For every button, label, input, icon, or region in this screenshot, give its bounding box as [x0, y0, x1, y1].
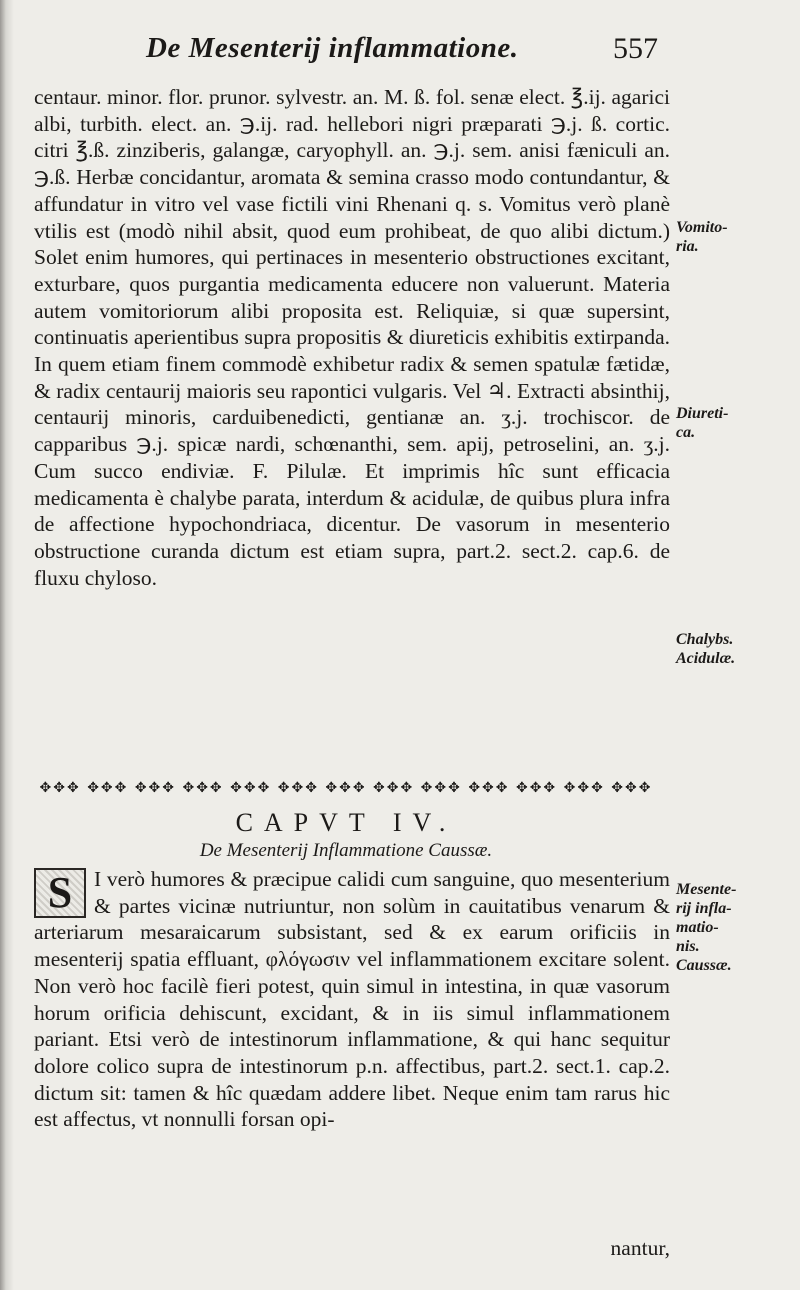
margin-note-line: nis. [676, 938, 700, 955]
margin-note-diuretica [676, 404, 786, 442]
chapter-title: CAPVT IV. [235, 808, 457, 837]
chapter-text-block [34, 866, 670, 1133]
margin-note-line: matio- [676, 919, 719, 936]
margin-note-line: ca. [676, 424, 696, 441]
margin-note-line: Acidulæ. [676, 650, 736, 667]
margin-note-line: rij infla- [676, 900, 732, 917]
page-number: 557 [613, 32, 658, 65]
running-title: De Mesenterij inflammatione. [146, 32, 519, 64]
margin-note-line: ria. [676, 238, 699, 255]
margin-note-chalybs [676, 630, 786, 668]
dropcap-initial: S [34, 868, 86, 918]
main-paragraph: centaur. minor. flor. prunor. sylvestr. an. M. ß. fol. senæ elect. ℥.ij. agarici albi, turbith. elect. an. ℈.ij. rad. hellebori nigri præparati ℈.j. ß. cortic. citri ℥.ß. zinziberis, galangæ, caryophyll. an. ℈.j. sem. anisi fæniculi an. ℈.ß. Herbæ concidantur, aromata & semina crasso modo contundantur, & affundatur in vitro vel vase fictili vini Rhenani q. s. Vomitus verò planè vtilis est (modò nihil absit, quod eum prohibeat, de quo alibi dictum.) Solet enim humores, qui pertinaces in mesenterio obstructiones excitant, exturbare, quos purgantia medicamenta educere non valuerunt. Materia autem vomitoriorum alibi proposita est. Reliquiæ, si quæ supersint, continuatis aperientibus supra propositis & diureticis exhibitis extirpanda. In quem etiam finem commodè exhibetur radix & semen spatulæ fætidæ, & radix centaurij maioris seu rapontici vulgaris. Vel ♃. Extracti absinthij, centaurij minoris, carduibenedicti, gentianæ an. ʒ.j. trochiscor. de capparibus ℈.j. spicæ nardi, schœnanthi, sem. apij, petroselini, an. ʒ.j. Cum succo endiviæ. F. Pilulæ. Et imprimis hîc sunt efficacia medicamenta è chalybe parata, interdum & acidulæ, de quibus plura infra de affectione hypochondriaca, dicentur. De vasorum in mesenterio obstructione curanda dictum est etiam supra, part.2. sect.2. cap.6. de fluxu chyloso. [34, 85, 670, 590]
margin-note-vomitoria [676, 218, 786, 256]
margin-note-line: Vomito- [676, 219, 728, 236]
margin-note-causae [676, 880, 786, 975]
chapter-subtitle: De Mesenterij Inflammatione Caussæ. [199, 840, 493, 861]
page-header [120, 30, 680, 80]
ornament-divider: ✥✥✥ ✥✥✥ ✥✥✥ ✥✥✥ ✥✥✥ ✥✥✥ ✥✥✥ ✥✥✥ ✥✥✥ ✥✥✥ ✥✥✥ ✥✥✥ ✥✥✥ [39, 780, 653, 796]
margin-note-line: Chalybs. [676, 631, 734, 648]
catchword: nantur, [610, 1236, 670, 1260]
main-text-block [34, 84, 670, 591]
margin-note-line: Diureti- [676, 405, 729, 422]
margin-note-line: Caussæ. [676, 957, 732, 974]
margin-note-line: Mesente- [676, 881, 737, 898]
chapter-paragraph: I verò humores & præcipue calidi cum sanguine, quo mesenterium & partes vicinæ nutriuntur, non solùm in cauitatibus venarum & arteriarum mesaraicarum subsistant, sed & ex earum orificiis in mesenterij spatia effluant, φλόγωσιν vel inflammationem excitare solent. Non verò hoc facilè fieri potest, quin simul in intestina, in quæ vasorum horum orificia dehiscunt, excidant, & in iis simul inflammationem pariant. Etsi verò de intestinorum inflammatione, & qui hanc sequitur dolore colico supra de intestinorum p.n. affectibus, part.2. sect.1. cap.2. dictum sit: tamen & hîc quædam addere libet. Neque enim tam rarus hic est affectus, vt nonnulli forsan opi- [34, 867, 670, 1132]
